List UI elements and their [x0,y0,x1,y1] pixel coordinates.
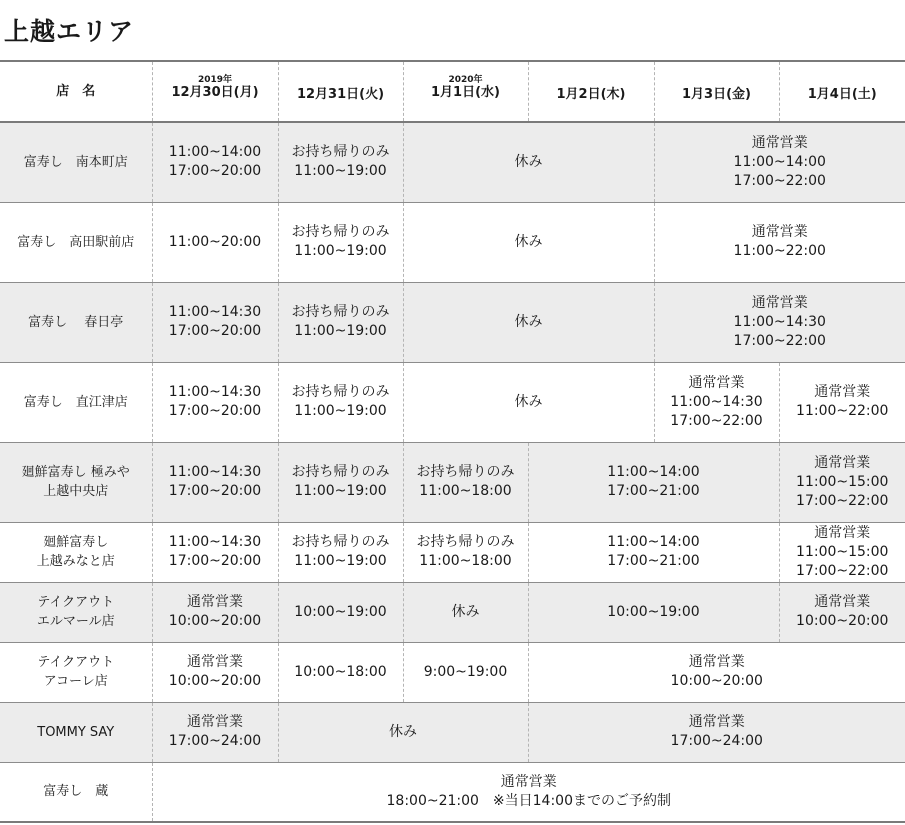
hours-text: 休み [514,153,543,170]
table-row [0,122,905,202]
hours-text: 通常営業 [814,454,871,471]
hours-cell [278,362,403,442]
hours-text: 休み [514,233,543,250]
store-name: 富寿し 南本町店 [23,154,128,170]
hours-cell [779,522,905,582]
hours-cell [152,362,278,442]
hours-text: 11:00~19:00 [294,163,387,180]
year-label: 2020年 [448,75,483,85]
hours-cell [152,582,278,642]
hours-text: 11:00~19:00 [294,553,387,569]
store-name: 富寿し 直江津店 [23,394,128,410]
store-name: テイクアウト [37,655,115,670]
hours-text: 17:00~20:00 [168,323,262,339]
hours-cell [403,442,528,522]
store-name-cell [0,702,152,762]
hours-text: 10:00~19:00 [607,603,700,620]
store-name-cell [0,202,152,282]
hours-cell [779,362,905,442]
store-name: アコーレ店 [43,674,108,689]
hours-cell [779,442,905,522]
hours-cell [278,202,403,282]
hours-text: 通常営業 [814,594,871,610]
store-name-cell [0,442,152,522]
store-name: 上越みなと店 [36,554,115,569]
hours-text: 17:00~24:00 [168,733,262,749]
table-row [0,582,905,642]
hours-text: 11:00~14:30 [168,384,262,400]
hours-text: 通常営業 [751,294,808,311]
hours-cell [403,582,528,642]
hours-cell [152,702,278,762]
hours-text: 17:00~20:00 [168,483,262,499]
store-name-cell [0,362,152,442]
hours-text: 11:00~14:00 [607,464,700,480]
hours-cell [278,282,403,362]
hours-text: 11:00~14:30 [733,313,826,330]
hours-text: お持ち帰りのみ [416,464,515,480]
hours-text: 17:00~21:00 [607,483,700,499]
hours-text: お持ち帰りのみ [291,384,390,400]
hours-text: 通常営業 [688,714,745,730]
hours-text: 11:00~19:00 [294,323,387,339]
hours-cell [528,522,779,582]
hours-text: 17:00~22:00 [796,492,889,509]
store-name-cell [0,282,152,362]
table-header-row [0,61,905,122]
hours-text: 通常営業 [814,384,871,400]
hours-text: 11:00~20:00 [168,233,262,250]
table-row [0,442,905,522]
hours-text: 11:00~15:00 [796,543,889,560]
store-name-cell [0,642,152,702]
hours-text: 通常営業 [751,224,808,240]
table-row [0,642,905,702]
hours-text: お持ち帰りのみ [291,304,390,320]
hours-text: 10:00~20:00 [168,613,262,629]
store-column-header: 店 名 [0,61,152,122]
store-name: 廻鮮富寿し [43,535,109,550]
store-name-cell [0,582,152,642]
hours-cell [278,122,403,202]
hours-cell [152,442,278,522]
hours-text: お持ち帰りのみ [416,534,515,550]
hours-text: 17:00~20:00 [168,553,262,569]
hours-text: 11:00~15:00 [796,473,889,490]
hours-cell [528,702,905,762]
date-column-header [152,61,278,122]
date-column-header [528,61,654,122]
hours-text: 11:00~18:00 [419,483,512,499]
hours-text: 11:00~14:00 [733,153,826,170]
hours-text: 11:00~14:00 [607,534,700,550]
page-title: 上越エリア [4,17,135,46]
hours-text: 休み [389,723,417,740]
hours-text: 11:00~19:00 [294,403,387,419]
hours-text: 17:00~22:00 [733,332,826,349]
hours-text: 休み [514,313,543,330]
store-name: 上越中央店 [43,484,109,499]
hours-cell [152,202,278,282]
hours-text: 11:00~19:00 [294,483,387,499]
date-column-header [654,61,779,122]
hours-text: 11:00~14:00 [168,144,262,161]
hours-text: 通常営業 [688,374,745,391]
hours-cell [654,202,905,282]
hours-text: 17:00~22:00 [796,562,889,579]
hours-cell [654,362,779,442]
hours-text: 18:00~21:00 ※当日14:00までのご予約制 [386,792,671,809]
hours-cell [528,642,905,702]
hours-text: 11:00~14:30 [168,304,262,320]
store-name: TOMMY SAY [37,724,115,740]
date-label: 1月3日(金) [682,86,751,102]
hours-text: 通常営業 [814,524,871,541]
hours-cell [278,642,403,702]
hours-cell [779,582,905,642]
hours-text: 9:00~19:00 [423,663,508,680]
hours-text: 17:00~22:00 [670,412,763,429]
store-name: テイクアウト [37,595,115,610]
hours-text: 11:00~19:00 [294,243,387,259]
date-label: 12月30日(月) [171,85,259,100]
hours-text: 11:00~22:00 [733,243,826,259]
hours-text: 通常営業 [751,134,808,151]
hours-cell [152,762,905,822]
store-name: 富寿し 春日亭 [28,314,124,330]
hours-text: 17:00~22:00 [733,172,826,189]
hours-cell [278,522,403,582]
year-label: 2019年 [197,75,233,85]
table-row [0,282,905,362]
hours-text: 11:00~14:30 [168,464,262,480]
hours-text: 10:00~18:00 [294,663,387,680]
hours-cell [403,122,654,202]
hours-text: 通常営業 [187,714,243,730]
store-name-cell [0,122,152,202]
hours-cell [403,362,654,442]
date-label: 1月1日(水) [431,85,500,100]
hours-text: 10:00~19:00 [294,603,387,620]
hours-text: 休み [451,603,480,620]
table-row [0,362,905,442]
hours-cell [403,282,654,362]
hours-text: 10:00~20:00 [796,613,889,629]
hours-cell [654,282,905,362]
table-row [0,702,905,762]
date-column-header [779,61,905,122]
hours-text: お持ち帰りのみ [291,464,390,480]
hours-text: 通常営業 [187,654,243,670]
hours-text: お持ち帰りのみ [291,534,390,550]
date-column-header [278,61,403,122]
hours-cell [152,522,278,582]
hours-cell [528,582,779,642]
hours-text: 10:00~20:00 [670,673,763,689]
schedule-body [0,122,905,822]
date-label: 1月4日(土) [807,86,877,102]
hours-text: 11:00~14:30 [670,393,763,410]
hours-cell [152,282,278,362]
store-name: 富寿し 高田駅前店 [17,234,135,250]
hours-cell [152,122,278,202]
hours-cell [403,642,528,702]
store-name: エルマール店 [36,614,115,629]
store-name: 富寿し 蔵 [43,784,109,800]
hours-text: 17:00~24:00 [670,733,763,749]
hours-cell [528,442,779,522]
hours-cell [654,122,905,202]
hours-cell [403,522,528,582]
hours-cell [278,582,403,642]
store-name: 廻鮮富寿し 極みや [21,465,130,480]
date-column-header [403,61,528,122]
hours-text: 10:00~20:00 [168,673,262,689]
hours-text: お持ち帰りのみ [291,144,390,161]
hours-text: 通常営業 [187,594,243,610]
store-name-cell [0,522,152,582]
hours-cell [278,442,403,522]
date-label: 12月31日(火) [296,86,385,102]
hours-text: 11:00~14:30 [168,534,262,550]
date-label: 1月2日(木) [556,86,626,102]
table-row [0,762,905,822]
table-row [0,522,905,582]
hours-text: 17:00~20:00 [168,403,262,419]
hours-text: お持ち帰りのみ [291,224,390,240]
store-name-cell [0,762,152,822]
hours-text: 17:00~20:00 [168,163,262,180]
holiday-schedule-table [0,60,905,823]
hours-text: 11:00~18:00 [419,553,512,569]
hours-text: 17:00~21:00 [607,553,700,569]
hours-text: 11:00~22:00 [796,403,889,419]
hours-text: 通常営業 [688,654,745,670]
hours-text: 休み [514,393,543,410]
table-row [0,202,905,282]
hours-text: 通常営業 [500,773,557,790]
hours-cell [278,702,528,762]
hours-cell [403,202,654,282]
hours-cell [152,642,278,702]
